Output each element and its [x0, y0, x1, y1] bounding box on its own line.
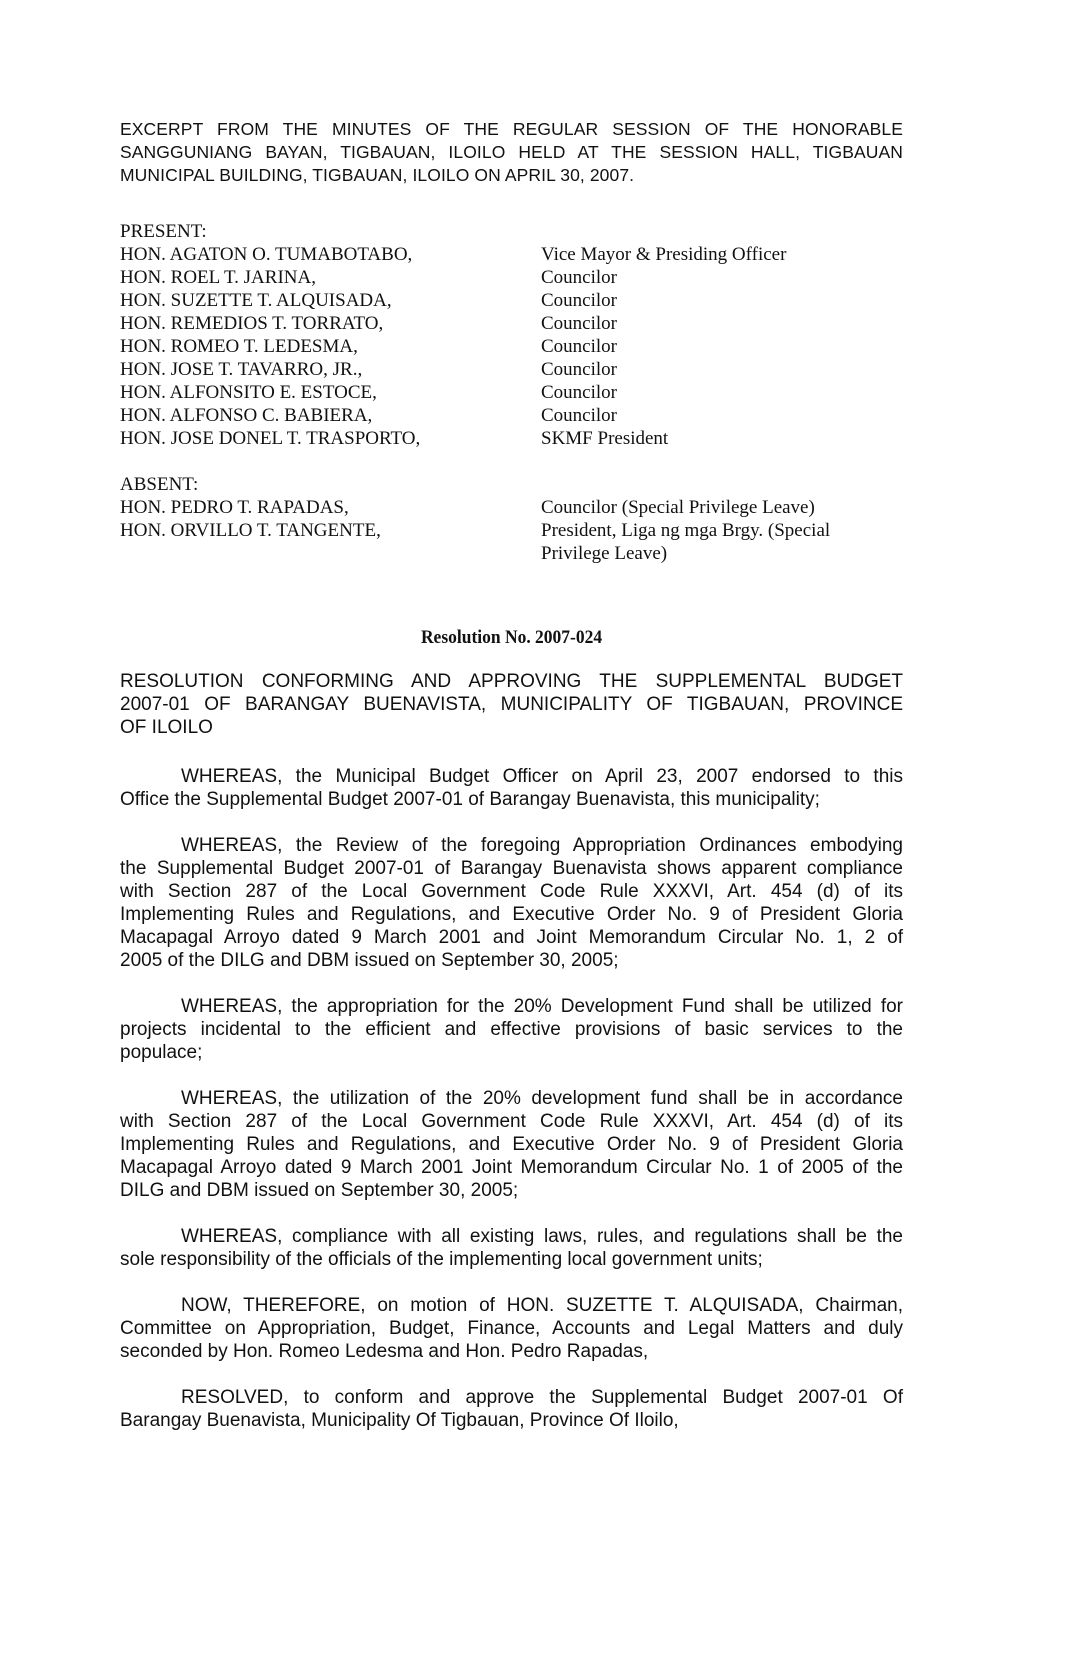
now-therefore-paragraph	[120, 1294, 903, 1363]
document-page	[120, 118, 903, 1432]
absentee-name: HON. PEDRO T. RAPADAS,	[120, 497, 349, 518]
para-line: WHEREAS, the Review of the foregoing Appropriation Ordinances embodying	[181, 835, 903, 856]
para-line: WHEREAS, compliance with all existing laws, rules, and regulations shall be the	[181, 1226, 903, 1247]
attendee-role: Councilor	[541, 313, 617, 334]
header-line: EXCERPT FROM THE MINUTES OF THE REGULAR SESSION OF THE HONORABLE	[120, 119, 903, 139]
whereas-paragraph	[120, 765, 903, 811]
absent-label: ABSENT:	[120, 474, 199, 495]
absent-section	[120, 473, 903, 565]
para-line: Implementing Rules and Regulations, and Executive Order No. 9 of President Gloria	[120, 904, 903, 925]
attendee-role: Councilor	[541, 359, 617, 380]
resolution-number: Resolution No. 2007-024	[420, 627, 603, 648]
whereas-paragraph	[120, 1225, 903, 1271]
para-line: Office the Supplemental Budget 2007-01 of Barangay Buenavista, this municipality;	[120, 789, 820, 810]
attendee-name: HON. REMEDIOS T. TORRATO,	[120, 313, 384, 334]
header-line: SANGGUNIANG BAYAN, TIGBAUAN, ILOILO HELD AT THE SESSION HALL, TIGBAUAN	[120, 142, 903, 162]
whereas-paragraph	[120, 1087, 903, 1202]
attendee-name: HON. SUZETTE T. ALQUISADA,	[120, 290, 392, 311]
para-line: Macapagal Arroyo dated 9 March 2001 and Joint Memorandum Circular No. 1, 2 of	[120, 927, 903, 948]
attendee-row	[120, 266, 903, 289]
title-line: 2007-01 OF BARANGAY BUENAVISTA, MUNICIPALITY OF TIGBAUAN, PROVINCE	[120, 694, 903, 715]
attendee-role: Councilor	[541, 290, 617, 311]
attendee-row	[120, 335, 903, 358]
attendee-role: Councilor	[541, 405, 617, 426]
para-line: Implementing Rules and Regulations, and Executive Order No. 9 of President Gloria	[120, 1134, 903, 1155]
para-line: NOW, THEREFORE, on motion of HON. SUZETTE T. ALQUISADA, Chairman,	[181, 1295, 903, 1316]
attendance-section	[120, 220, 903, 565]
attendee-role: Councilor	[541, 336, 617, 357]
attendee-name: HON. ROEL T. JARINA,	[120, 267, 316, 288]
attendee-row	[120, 243, 903, 266]
para-line: WHEREAS, the appropriation for the 20% Development Fund shall be utilized for	[181, 996, 903, 1017]
para-line: 2005 of the DILG and DBM issued on September 30, 2005;	[120, 950, 619, 971]
para-line: DILG and DBM issued on September 30, 2005;	[120, 1180, 519, 1201]
attendee-role: SKMF President	[541, 428, 669, 449]
whereas-paragraph	[120, 834, 903, 972]
para-line: populace;	[120, 1042, 203, 1063]
whereas-paragraph	[120, 995, 903, 1064]
header-line: MUNICIPAL BUILDING, TIGBAUAN, ILOILO ON APRIL 30, 2007.	[120, 165, 635, 185]
para-line: Barangay Buenavista, Municipality Of Tigbauan, Province Of Iloilo,	[120, 1410, 679, 1431]
attendee-row	[120, 381, 903, 404]
resolution-title	[120, 670, 903, 739]
attendee-row	[120, 358, 903, 381]
attendee-role: Vice Mayor & Presiding Officer	[541, 244, 787, 265]
attendee-row	[120, 312, 903, 335]
para-line: Macapagal Arroyo dated 9 March 2001 Joint Memorandum Circular No. 1 of 2005 of the	[120, 1157, 903, 1178]
para-line: Committee on Appropriation, Budget, Finance, Accounts and Legal Matters and duly	[120, 1318, 903, 1339]
attendee-row	[120, 427, 903, 450]
attendee-name: HON. JOSE T. TAVARRO, JR.,	[120, 359, 363, 380]
resolved-paragraph	[120, 1386, 903, 1432]
attendee-name: HON. AGATON O. TUMABOTABO,	[120, 244, 413, 265]
absentee-role: Councilor (Special Privilege Leave)	[541, 497, 815, 518]
para-line: projects incidental to the efficient and effective provisions of basic services to the	[120, 1019, 903, 1040]
title-line: RESOLUTION CONFORMING AND APPROVING THE SUPPLEMENTAL BUDGET	[120, 671, 903, 692]
attendee-row	[120, 404, 903, 427]
para-line: WHEREAS, the Municipal Budget Officer on April 23, 2007 endorsed to this	[181, 766, 903, 787]
attendee-role: Councilor	[541, 267, 617, 288]
absentee-row	[120, 496, 903, 519]
attendee-name: HON. ALFONSO C. BABIERA,	[120, 405, 373, 426]
para-line: WHEREAS, the utilization of the 20% development fund shall be in accordance	[181, 1088, 903, 1109]
para-line: RESOLVED, to conform and approve the Supplemental Budget 2007-01 Of	[181, 1387, 903, 1408]
absentee-name: HON. ORVILLO T. TANGENTE,	[120, 520, 381, 541]
para-line: the Supplemental Budget 2007-01 of Barangay Buenavista shows apparent compliance	[120, 858, 903, 879]
absentee-role-line: Privilege Leave)	[541, 543, 668, 564]
para-line: sole responsibility of the officials of the implementing local government units;	[120, 1249, 763, 1270]
para-line: seconded by Hon. Romeo Ledesma and Hon. Pedro Rapadas,	[120, 1341, 649, 1362]
para-line: with Section 287 of the Local Government Code Rule XXXVI, Art. 454 (d) of its	[120, 881, 903, 902]
attendee-role: Councilor	[541, 382, 617, 403]
absentee-role-line: President, Liga ng mga Brgy. (Special	[541, 520, 831, 541]
minutes-header	[120, 118, 903, 187]
attendee-name: HON. ROMEO T. LEDESMA,	[120, 336, 358, 357]
attendee-name: HON. ALFONSITO E. ESTOCE,	[120, 382, 377, 403]
para-line: with Section 287 of the Local Government Code Rule XXXVI, Art. 454 (d) of its	[120, 1111, 903, 1132]
attendee-row	[120, 289, 903, 312]
absentee-role	[541, 519, 903, 565]
absentee-row	[120, 519, 903, 565]
present-label: PRESENT:	[120, 221, 207, 242]
title-line: OF ILOILO	[120, 717, 213, 738]
attendee-name: HON. JOSE DONEL T. TRASPORTO,	[120, 428, 421, 449]
